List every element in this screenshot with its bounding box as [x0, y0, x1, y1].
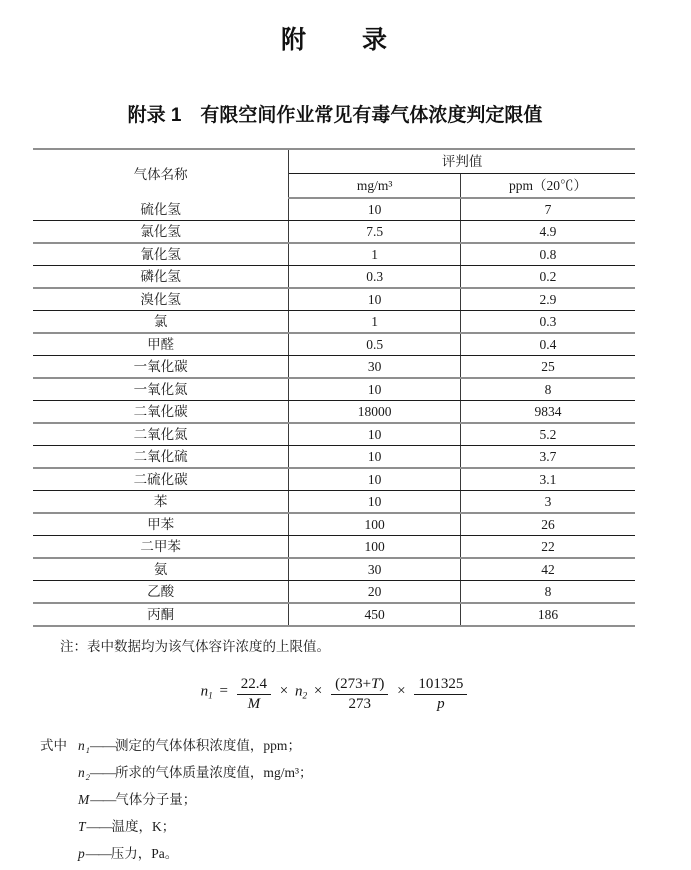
- cell-ppm: 5.2: [460, 423, 635, 446]
- legend-variable-sub: 1: [85, 745, 90, 755]
- cell-name: 氯化氢: [33, 221, 289, 244]
- cell-mg_m3: 10: [289, 288, 461, 311]
- legend-dash: ——: [85, 845, 111, 861]
- cell-name: 二氧化硫: [33, 446, 289, 469]
- formula-fraction-3: [414, 676, 467, 713]
- legend-line: [78, 843, 637, 870]
- legend-description: 压力，Pa。: [110, 845, 179, 861]
- legend-lines: [78, 735, 637, 870]
- table-row: [33, 581, 635, 604]
- gas-table-body: [33, 198, 635, 626]
- table-row: [33, 446, 635, 469]
- formula-fraction-1: [237, 676, 271, 713]
- cell-ppm: 2.9: [460, 288, 635, 311]
- formula-n1-sub: 1: [208, 691, 213, 702]
- cell-mg_m3: 10: [289, 378, 461, 401]
- cell-ppm: 25: [460, 356, 635, 379]
- cell-ppm: 22: [460, 536, 635, 559]
- cell-name: 二氧化氮: [33, 423, 289, 446]
- legend-description: 测定的气体体积浓度值，ppm；: [114, 738, 301, 753]
- formula-times-2: ×: [313, 683, 323, 700]
- cell-mg_m3: 7.5: [289, 221, 461, 244]
- cell-ppm: 186: [537, 607, 559, 622]
- cell-name: 氯: [33, 311, 289, 334]
- table-row: [33, 558, 635, 581]
- cell-ppm: 3.1: [460, 468, 635, 491]
- cell-mg_m3: 10: [289, 198, 461, 221]
- table-row: [33, 266, 635, 289]
- cell-ppm: 26: [460, 513, 635, 536]
- cell-name: 一氧化碳: [33, 356, 289, 379]
- cell-ppm: 7: [460, 198, 635, 221]
- table-row: [33, 468, 635, 491]
- legend-line: [78, 762, 637, 789]
- table-row: [33, 198, 635, 221]
- formula-times-1: ×: [279, 683, 289, 700]
- table-row: [33, 356, 635, 379]
- table-row: [33, 378, 635, 401]
- cell-mg_m3: 30: [289, 356, 461, 379]
- cell-ppm: 3: [460, 491, 635, 514]
- table-row: [33, 243, 635, 266]
- cell-name: 硫化氢: [33, 198, 289, 221]
- cell-name: 二氧化碳: [33, 401, 289, 424]
- table-row: [33, 423, 635, 446]
- formula-times-3: ×: [397, 683, 406, 700]
- cell-mg_m3: 30: [289, 558, 461, 581]
- formula-n1: n: [200, 683, 209, 700]
- formula-equals: =: [219, 683, 228, 700]
- fraction3-numerator: 101325: [414, 676, 467, 695]
- cell-name: 乙酸: [33, 581, 289, 604]
- cell-mg_m3: 1: [289, 243, 461, 266]
- table-row: [33, 513, 635, 536]
- cell-name: 甲苯: [33, 513, 289, 536]
- cell-mg_m3: 1: [289, 311, 461, 334]
- table-row: [33, 311, 635, 334]
- fraction1-denominator: M: [247, 696, 261, 712]
- legend-dash: ——: [86, 818, 112, 834]
- legend-dash: ——: [89, 764, 115, 780]
- cell-name: 氰化氢: [33, 243, 289, 266]
- cell-ppm: 4.9: [460, 221, 635, 244]
- table-row: [33, 288, 635, 311]
- legend-description: 气体分子量；: [115, 791, 197, 807]
- header-gas-name: 气体名称: [33, 149, 289, 198]
- formula-legend: [33, 735, 637, 870]
- cell-mg_m3: 100: [289, 513, 461, 536]
- table-row: [33, 491, 635, 514]
- cell-name: 磷化氢: [33, 266, 289, 289]
- table-header-row-1: [33, 149, 635, 174]
- cell-mg_m3: 0.5: [289, 333, 461, 356]
- cell-ppm: 8: [460, 378, 635, 401]
- fraction2-num-post: ): [379, 676, 385, 692]
- cell-mg_m3: 100: [289, 536, 461, 559]
- header-unit-ppm: ppm（20℃）: [460, 174, 635, 199]
- appendix-title: 附 录: [280, 26, 389, 54]
- cell-mg_m3: 10: [289, 446, 461, 469]
- conversion-formula: [33, 676, 637, 720]
- cell-mg_m3: 10: [289, 491, 461, 514]
- cell-mg_m3: 0.3: [289, 266, 461, 289]
- legend-line: [78, 789, 637, 816]
- legend-dash: ——: [89, 738, 115, 753]
- legend-variable-sub: 2: [85, 772, 90, 782]
- cell-ppm: 3.7: [460, 446, 635, 469]
- cell-mg_m3: 10: [289, 468, 461, 491]
- header-judgment-value: 评判值: [289, 149, 635, 174]
- cell-mg_m3: 10: [289, 423, 461, 446]
- appendix1-heading: 附录 1 有限空间作业常见有毒气体浓度判定限值: [127, 105, 543, 126]
- cell-name: 甲醛: [33, 333, 289, 356]
- fraction2-num-var: T: [371, 676, 380, 692]
- formula-n2-sub: 2: [302, 691, 308, 702]
- legend-variable: n: [78, 764, 85, 780]
- header-unit-mg: mg/m³: [289, 174, 461, 199]
- legend-description: 温度，K；: [111, 818, 176, 834]
- table-row: [33, 221, 635, 244]
- cell-name: 苯: [33, 491, 289, 514]
- table-row: [33, 536, 635, 559]
- cell-mg_m3: 18000: [289, 401, 461, 424]
- gas-limits-table: [33, 148, 635, 627]
- cell-name: 二甲苯: [33, 536, 289, 559]
- cell-ppm: 42: [460, 558, 635, 581]
- cell-name: 一氧化氮: [33, 378, 289, 401]
- cell-name: 溴化氢: [33, 288, 289, 311]
- legend-variable: T: [78, 818, 86, 834]
- cell-ppm: 0.8: [460, 243, 635, 266]
- fraction1-numerator: 22.4: [237, 676, 271, 695]
- legend-line: [78, 735, 637, 762]
- table-row: [33, 603, 635, 626]
- legend-dash: ——: [90, 791, 116, 807]
- legend-label: 式中: [40, 738, 67, 753]
- cell-mg_m3: 20: [289, 581, 461, 604]
- cell-mg_m3: 450: [289, 603, 461, 626]
- legend-line: [78, 816, 637, 843]
- cell-ppm: 8: [460, 581, 635, 604]
- table-row: [33, 333, 635, 356]
- cell-ppm: 0.4: [460, 333, 635, 356]
- table-note: 注：表中数据均为该气体容许浓度的上限值。: [60, 639, 330, 654]
- cell-ppm: 0.3: [460, 311, 635, 334]
- fraction3-denominator: p: [437, 696, 445, 712]
- fraction2-num-pre: (273+: [335, 676, 372, 692]
- table-row: [33, 401, 635, 424]
- fraction2-numerator: [331, 676, 388, 695]
- cell-name: 氨: [33, 558, 289, 581]
- cell-name: 丙酮: [33, 603, 289, 626]
- legend-variable: M: [78, 791, 90, 807]
- legend-description: 所求的气体质量浓度值，mg/m³；: [114, 764, 313, 780]
- cell-name: 二硫化碳: [33, 468, 289, 491]
- cell-ppm: 9834: [460, 401, 635, 424]
- cell-ppm: 0.2: [460, 266, 635, 289]
- formula-n2: n: [294, 683, 303, 700]
- fraction2-denominator: 273: [348, 696, 371, 712]
- legend-variable: p: [78, 845, 85, 861]
- legend-variable: n: [78, 738, 85, 753]
- formula-fraction-2: [331, 676, 388, 713]
